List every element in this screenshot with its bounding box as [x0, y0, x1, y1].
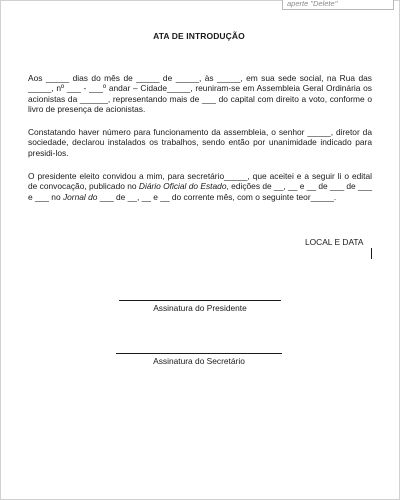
paragraph-convocation-part2: , edições de __, __ e __ de ___ de ___ e ___ no: [28, 181, 372, 202]
paragraph-convocation-italic1: Diário Oficial do Estado: [138, 181, 227, 192]
paragraph-convocation-part1: O presidente eleito convidou a mim, para secretário_____, que aceitei e a seguir li o edital de convocação, publicado no: [28, 171, 372, 192]
document-title: ATA DE INTRODUÇÃO: [153, 31, 245, 41]
paragraph-quorum: Constatando haver número para funcionamento da assembleia, o senhor _____, diretor da sociedade, declarou instalados os trabalhos, sendo então por unanimidade indicado para presidi-los.: [28, 127, 372, 158]
paragraph-convocation-part3: ___ de __, __ e __ do corrente mês, com o seguinte teor_____.: [97, 191, 337, 202]
signature-line-president: [119, 300, 281, 301]
paragraph-convocation-italic2: Jornal do: [62, 191, 98, 202]
signature-line-secretary: [116, 353, 282, 354]
signature-label-secretary: Assinatura do Secretário: [153, 356, 245, 366]
hint-text-line2: aperte "Delete": [287, 0, 338, 8]
place-date: LOCAL E DATA: [305, 237, 364, 247]
signature-label-president: Assinatura do Presidente: [153, 303, 247, 313]
paragraph-opening: Aos _____ dias do mês de _____ de _____, às _____, em sua sede social, na Rua das _____, nº ___ - ___º andar – Cidade_____, reuniram-se em Assembleia Geral Ordinária os acionistas da ______, representando mais de ___ do capital com direito a voto, conforme o livro de presença de acionistas.: [28, 73, 372, 115]
text-cursor: [371, 248, 372, 259]
paragraph-convocation: [28, 171, 372, 202]
